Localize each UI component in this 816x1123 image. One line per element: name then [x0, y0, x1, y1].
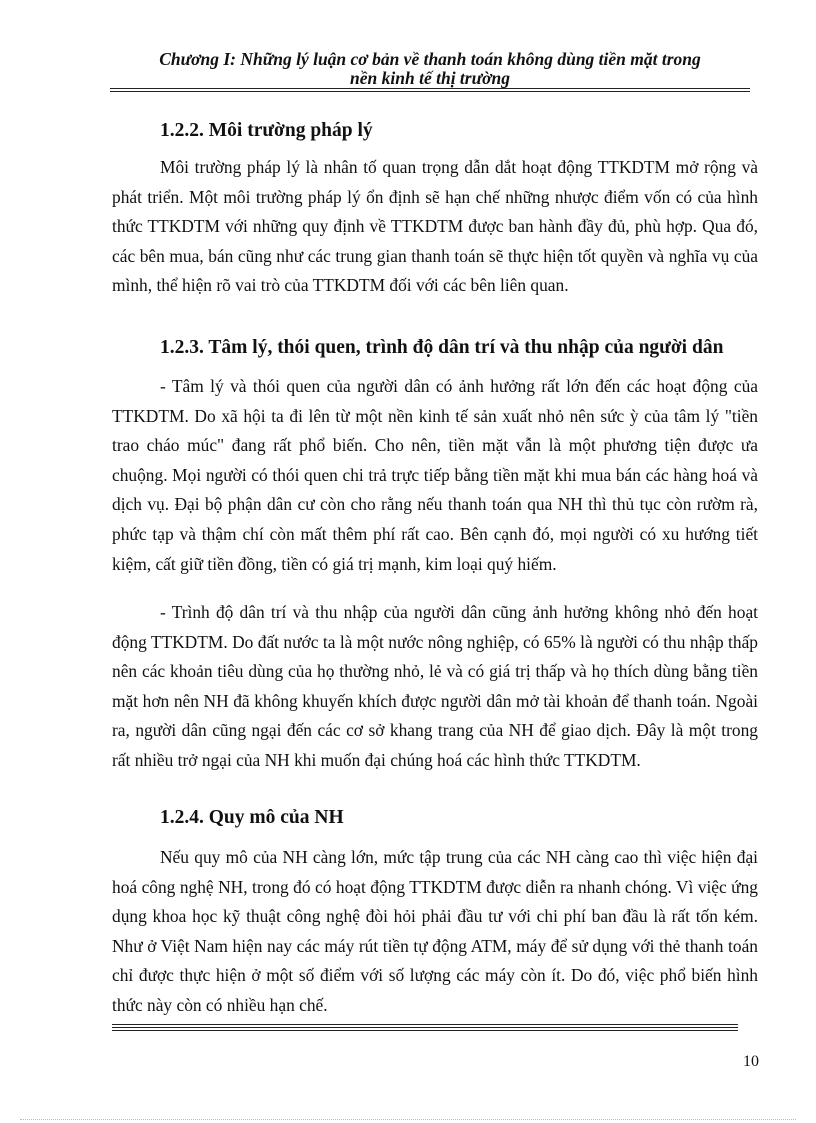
footer-rule-top	[112, 1024, 738, 1025]
paragraph-education-income: - Trình độ dân trí và thu nhập của người dân cũng ảnh hưởng không nhỏ đến hoạt động TTKDTM. Do đất nước ta là một nước nông nghiệp, có 65% là người có thu nhập thấp nên các khoản tiêu dùng của họ thường nhỏ, lẻ và có giá trị thấp và họ thích dùng bằng tiền mặt hơn nên NH đã không khuyến khích được người dân mở tài khoản để thanh toán. Ngoài ra, người dân cũng ngại đến các cơ sở khang trang của NH để giao dịch. Đây là một trong rất nhiều trở ngại của NH khi muốn đại chúng hoá các hình thức TTKDTM.	[112, 602, 758, 770]
footer-rule-middle	[112, 1027, 738, 1028]
section-title-1-2-2: 1.2.2. Môi trường pháp lý	[160, 120, 373, 141]
running-header-line-1: Chương I: Những lý luận cơ bản về thanh toán không dùng tiền mặt trong	[159, 49, 701, 69]
header-rule-top	[110, 88, 750, 89]
header-rule-bottom	[110, 91, 750, 92]
paragraph-psychology-habits: - Tâm lý và thói quen của người dân có ảnh hưởng rất lớn đến các hoạt động của TTKDTM. Do xã hội ta đi lên từ một nền kinh tế sản xuất nhỏ nên sức ỳ của tâm lý "tiền trao cháo múc" đang rất phổ biến. Cho nên, tiền mặt vẫn là một phương tiện được ưa chuộng. Mọi người có thói quen chi trả trực tiếp bằng tiền mặt khi mua bán các hàng hoá và dịch vụ. Đại bộ phận dân cư còn cho rằng nếu thanh toán qua NH thì thủ tục còn rườm rà, phức tạp và thậm chí còn mất thêm phí rất cao. Bên cạnh đó, mọi người có xu hướng tiết kiệm, cất giữ tiền đồng, tiền có giá trị mạnh, kim loại quý hiếm.	[112, 376, 758, 574]
page-number: 10	[743, 1053, 759, 1070]
page-edge-divider	[20, 1119, 796, 1120]
section-title-1-2-3: 1.2.3. Tâm lý, thói quen, trình độ dân trí và thu nhập của người dân	[160, 337, 724, 358]
paragraph-legal-environment: Môi trường pháp lý là nhân tố quan trọng dẫn dắt hoạt động TTKDTM mở rộng và phát triển. Một môi trường pháp lý ổn định sẽ hạn chế những nhược điểm vốn có của hình thức TTKDTM với những quy định về TTKDTM được ban hành đầy đủ, phù hợp. Qua đó, các bên mua, bán cũng như các trung gian thanh toán sẽ thực hiện tốt quyền và nghĩa vụ của mình, thể hiện rõ vai trò của TTKDTM đối với các bên liên quan.	[112, 157, 758, 296]
running-header-line-2: nền kinh tế thị trường	[350, 68, 510, 88]
running-header	[110, 50, 750, 88]
footer-rule-bottom	[112, 1030, 738, 1031]
paragraph-bank-scale: Nếu quy mô của NH càng lớn, mức tập trung của các NH càng cao thì việc hiện đại hoá công nghệ NH, trong đó có hoạt động TTKDTM được diễn ra nhanh chóng. Vì việc ứng dụng khoa học kỹ thuật công nghệ đòi hỏi phải đầu tư với chi phí ban đầu là rất tốn kém. Như ở Việt Nam hiện nay các máy rút tiền tự động ATM, máy để sử dụng với thẻ thanh toán chỉ được thực hiện ở một số điểm với số lượng các máy còn ít. Do đó, việc phổ biến hình thức này còn có nhiều hạn chế.	[112, 847, 758, 1015]
section-title-1-2-4: 1.2.4. Quy mô của NH	[160, 807, 344, 828]
